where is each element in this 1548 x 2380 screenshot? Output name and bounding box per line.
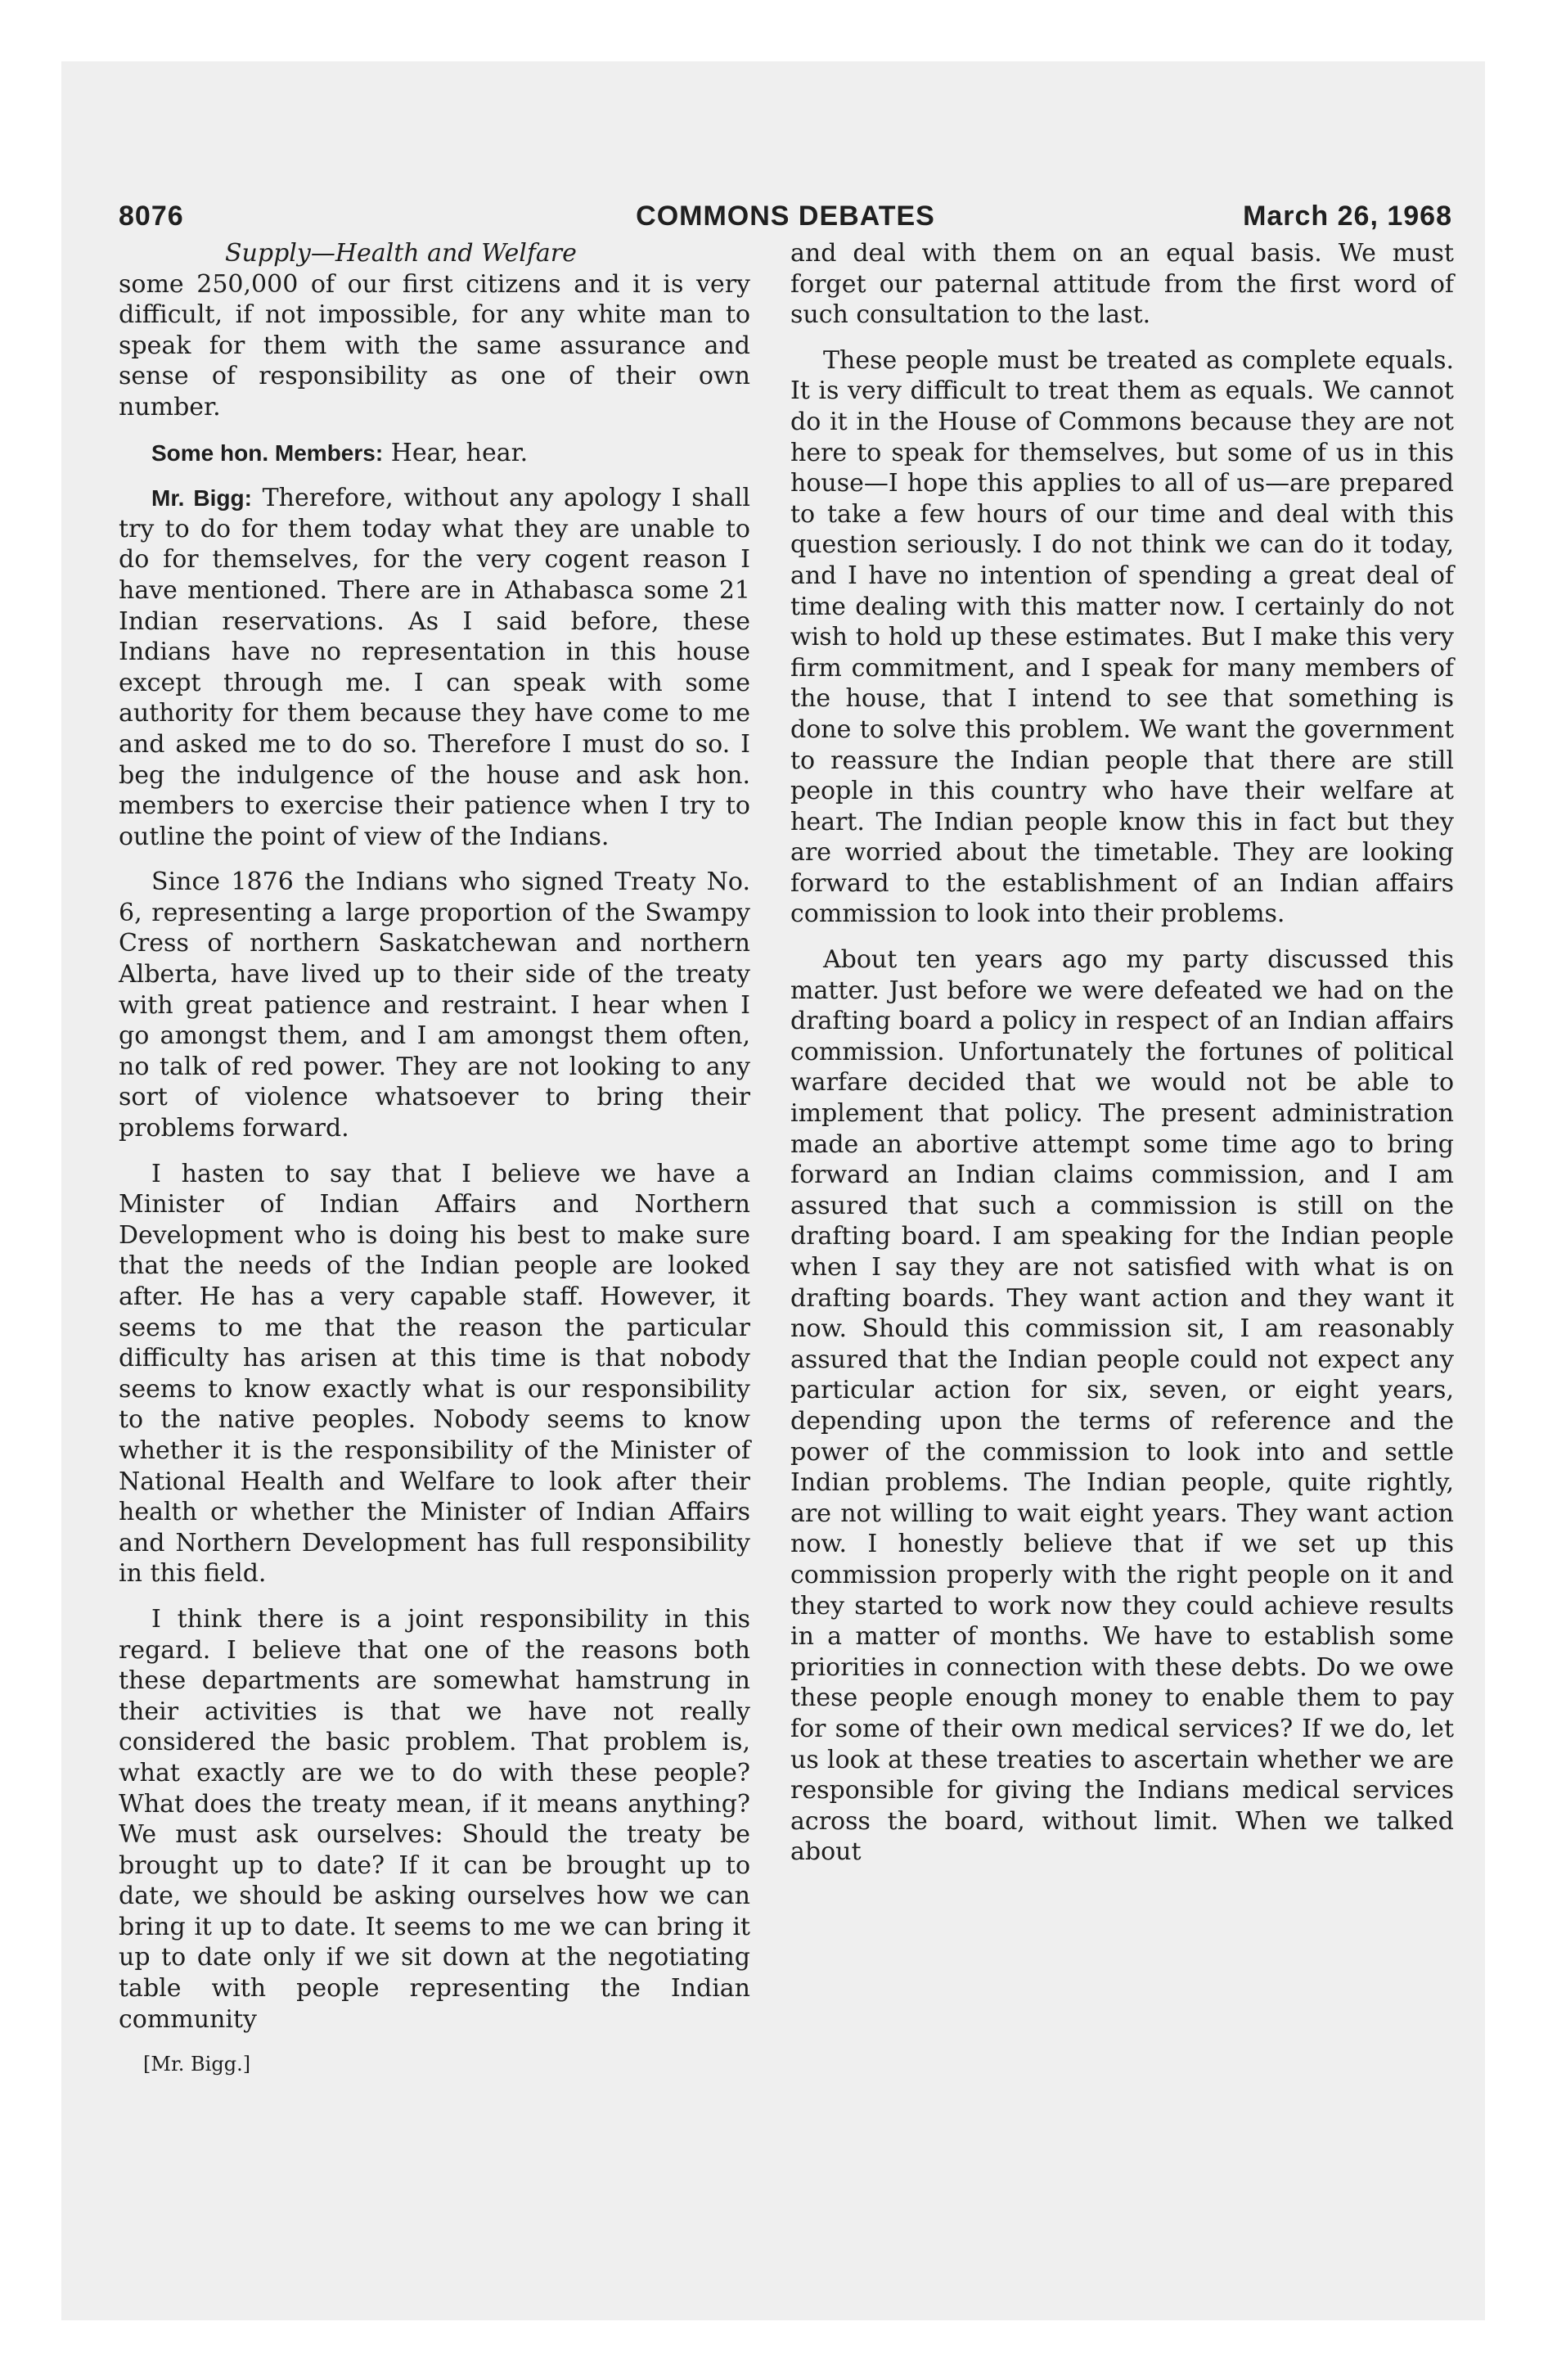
scanned-page bbox=[61, 61, 1485, 2320]
paragraph: Since 1876 the Indians who signed Treaty No. 6, representing a large proportion of the Swampy Cress of northern Saskatchewan and northern Alberta, have lived up to their side of the treaty with great patience and restraint. I hear when I go amongst them, and I am amongst them often, no talk of red power. They are not looking to any sort of violence whatsoever to bring their problems forward. bbox=[119, 868, 750, 1143]
paragraph: These people must be treated as complete equals. It is very difficult to treat them as equals. We cannot do it in the House of Commons because they are not here to speak for themselves, but some of us in this house—I hope this applies to all of us—are prepared to take a few hours of our time and deal with this question seriously. I do not think we can do it today, and I have no intention of spending a great deal of time dealing with this matter now. I certainly do not wish to hold up these estimates. But I make this very firm commitment, and I speak for many members of the house, that I intend to see that something is done to solve this problem. We want the government to reassure the Indian people that there are still people in this country who have their welfare at heart. The Indian people know this in fact but they are worried about the timetable. They are looking forward to the establishment of an Indian affairs commission to look into their problems. bbox=[790, 345, 1454, 929]
page-number: 8076 bbox=[119, 201, 184, 232]
paragraph bbox=[119, 438, 750, 469]
speech-text: Therefore, without any apology I shall try to do for them today what they are unable to do for themselves, for the very cogent reason I have mentioned. There are in Athabasca some 21 Indian reservations. As I said before, these Indians have no representation in this house except through me. I can speak with some authority for them because they have come to me and asked me to do so. Therefore I must do so. I beg the indulgence of the house and ask hon. members to exercise their patience when I try to outline the point of view of the Indians. bbox=[119, 484, 750, 851]
paragraph: About ten years ago my party discussed this matter. Just before we were defeated we had on the drafting board a policy in respect of an Indian affairs commission. Unfortunately the fortunes of political warfare decided that we would not be able to implement that policy. The present administration made an abortive attempt some time ago to bring forward an Indian claims commission, and I am assured that such a commission is still on the drafting board. I am speaking for the Indian people when I say they are not satisfied with what is on drafting boards. They want action and they want it now. Should this commission sit, I am reasonably assured that the Indian people could not expect any particular action for six, seven, or eight years, depending upon the terms of reference and the power of the commission to look into and settle Indian problems. The Indian people, quite rightly, are not willing to wait eight years. They want action now. I honestly believe that if we set up this commission properly with the right people on it and they started to work now they could achieve results in a matter of months. We have to establish some priorities in connection with these debts. Do we owe these people enough money to enable them to pay for some of their own medical services? If we do, let us look at these treaties to ascertain whether we are responsible for giving the Indians medical services across the board, without limit. When we talked about bbox=[790, 945, 1454, 1867]
speech-text: Hear, hear. bbox=[383, 438, 529, 467]
left-column bbox=[119, 238, 750, 2095]
page-content bbox=[119, 201, 1454, 2076]
section-title: Supply—Health and Welfare bbox=[225, 239, 577, 268]
publication-title: COMMONS DEBATES bbox=[636, 201, 935, 232]
paragraph: I think there is a joint responsibility in this regard. I believe that one of the reasons both these departments are somewhat hamstrung in their activities is that we have not really considered the basic problem. That problem is, what exactly are we to do with these people? What does the treaty mean, if it means anything? We must ask ourselves: Should the treaty be brought up to date? If it can be brought up to date, we should be asking ourselves how we can bring it up to date. It seems to me we can bring it up to date only if we sit down at the negotiating table with people representing the Indian community bbox=[119, 1604, 750, 2034]
paragraph bbox=[119, 483, 750, 852]
speaker-footnote: [Mr. Bigg.] bbox=[143, 2053, 251, 2076]
running-header bbox=[119, 201, 1452, 238]
publication-date: March 26, 1968 bbox=[1243, 201, 1452, 232]
speaker-label: Some hon. Members: bbox=[151, 439, 384, 466]
paragraph: some 250,000 of our first citizens and it is very difficult, if not impossible, for any white man to speak for them with the same assurance and sense of responsibility as one of their own number. bbox=[119, 269, 750, 421]
paragraph: I hasten to say that I believe we have a Minister of Indian Affairs and Northern Development who is doing his best to make sure that the needs of the Indian people are looked after. He has a very capable staff. However, it seems to me that the reason the particular difficulty has arisen at this time is that nobody seems to know exactly what is our responsibility to the native peoples. Nobody seems to know whether it is the responsibility of the Minister of National Health and Welfare to look after their health or whether the Minister of Indian Affairs and Northern Development has full responsibility in this field. bbox=[119, 1159, 750, 1589]
paragraph: and deal with them on an equal basis. We must forget our paternal attitude from the first word of such consultation to the last. bbox=[790, 239, 1454, 330]
speaker-label: Mr. Bigg: bbox=[151, 485, 252, 512]
right-column bbox=[790, 238, 1454, 1882]
